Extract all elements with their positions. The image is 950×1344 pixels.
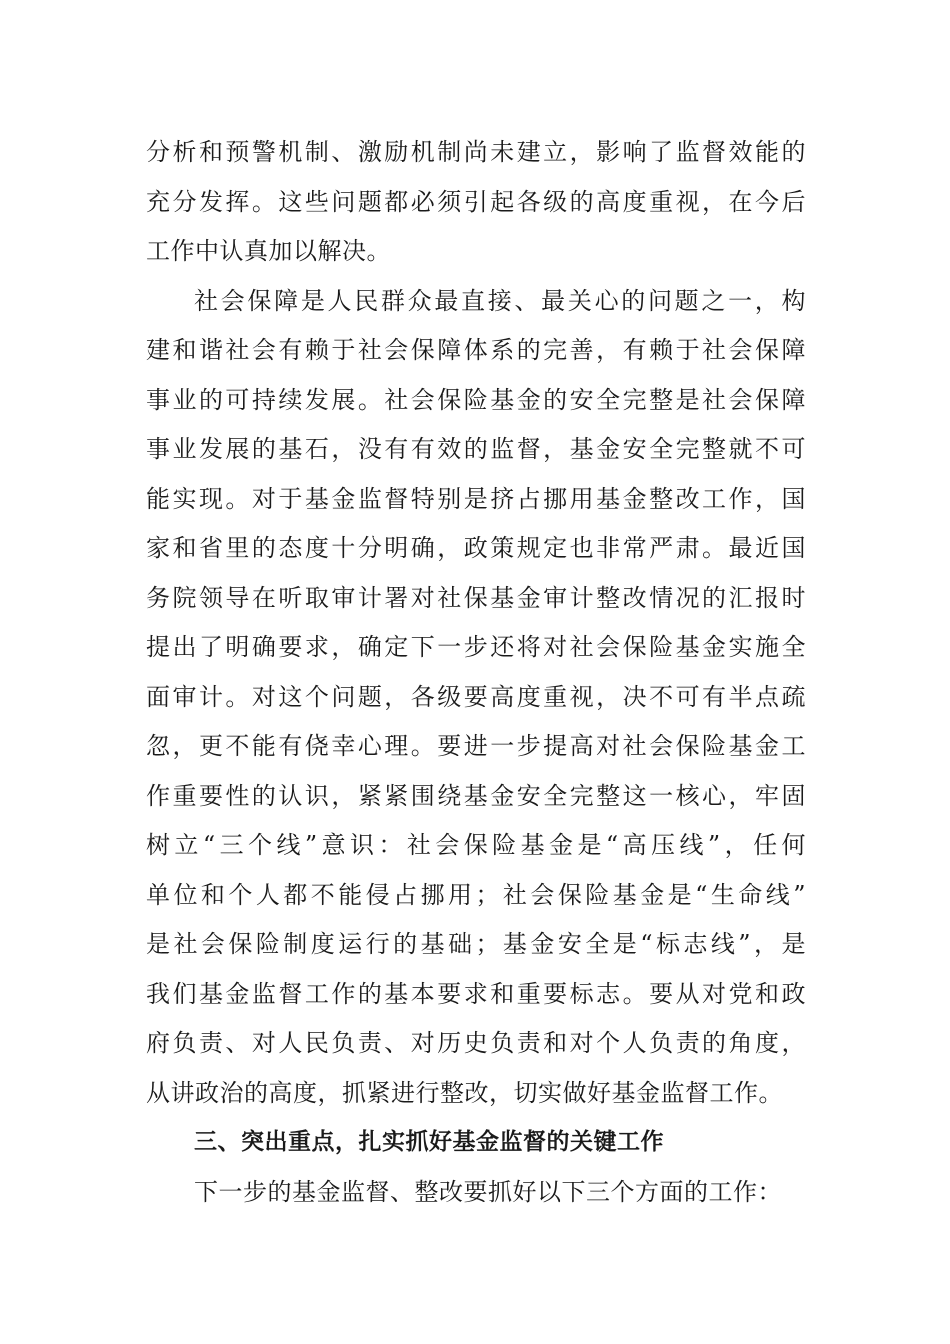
- paragraph-2: [146, 277, 806, 1119]
- paragraph-line: 务院领导在听取审计署对社保基金审计整改情况的汇报时: [146, 583, 806, 612]
- paragraph-3: [146, 1168, 806, 1218]
- paragraph-line: 从讲政治的高度，抓紧进行整改，切实做好基金监督工作。: [146, 1078, 783, 1107]
- paragraph-line: 府负责、对人民负责、对历史负责和对个人负责的角度，: [146, 1029, 806, 1057]
- paragraph-line: 事业发展的基石，没有有效的监督，基金安全完整就不可: [146, 435, 806, 463]
- paragraph-line: 是社会保险制度运行的基础；基金安全是“标志线”，是: [146, 930, 806, 958]
- paragraph-line: 树立“三个线”意识：社会保险基金是“高压线”，任何: [146, 831, 806, 859]
- paragraph-line: 能实现。对于基金监督特别是挤占挪用基金整改工作，国: [146, 484, 806, 513]
- paragraph-line: 我们基金监督工作的基本要求和重要标志。要从对党和政: [146, 979, 806, 1008]
- document-body: [146, 128, 806, 1217]
- paragraph-line: 下一步的基金监督、整改要抓好以下三个方面的工作：: [194, 1177, 782, 1206]
- paragraph-line: 社会保障是人民群众最直接、最关心的问题之一，构: [194, 286, 806, 315]
- section-heading: 三、突出重点，扎实抓好基金监督的关键工作: [194, 1129, 664, 1155]
- paragraph-line: 作重要性的认识，紧紧围绕基金安全完整这一核心，牢固: [146, 781, 806, 810]
- paragraph-line: 分析和预警机制、激励机制尚未建立，影响了监督效能的: [146, 138, 806, 166]
- paragraph-1: [146, 128, 806, 277]
- paragraph-line: 工作中认真加以解决。: [146, 237, 391, 265]
- paragraph-line: 建和谐社会有赖于社会保障体系的完善，有赖于社会保障: [146, 336, 806, 364]
- paragraph-line: 事业的可持续发展。社会保险基金的安全完整是社会保障: [146, 385, 806, 414]
- paragraph-line: 单位和个人都不能侵占挪用；社会保险基金是“生命线”: [146, 880, 806, 909]
- paragraph-line: 充分发挥。这些问题都必须引起各级的高度重视，在今后: [146, 187, 806, 216]
- paragraph-line: 家和省里的态度十分明确，政策规定也非常严肃。最近国: [146, 534, 806, 562]
- paragraph-line: 提出了明确要求，确定下一步还将对社会保险基金实施全: [146, 633, 806, 661]
- paragraph-line: 忽，更不能有侥幸心理。要进一步提高对社会保险基金工: [146, 732, 806, 760]
- paragraph-line: 面审计。对这个问题，各级要高度重视，决不可有半点疏: [146, 682, 806, 711]
